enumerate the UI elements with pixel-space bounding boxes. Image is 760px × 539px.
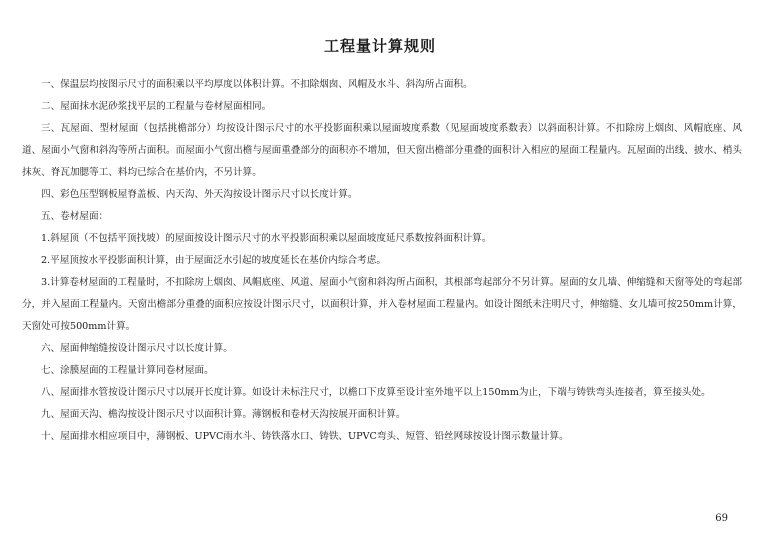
paragraph-2: 二、屋面抹水泥砂浆找平层的工程量与卷材屋面相同。	[41, 101, 272, 112]
paragraph-12: 九、屋面天沟、檐沟按设计图示尺寸以面积计算。薄钢板和卷材天沟按展开面积计算。	[41, 409, 406, 420]
paragraph-4: 四、彩色压型钢板屋脊盖板、内天沟、外天沟按设计图示尺寸以长度计算。	[41, 189, 358, 200]
paragraph-5: 五、卷材屋面：	[41, 211, 109, 222]
paragraph-3: 三、瓦屋面、型材屋面（包括挑檐部分）均按设计图示尺寸的水平投影面积乘以屋面坡度系数（见屋面坡度系数表）以斜面积计算。不扣除房上烟囱、风帽底座、风道、屋面小气窗和斜沟等所占面积。而屋面小气窗出檐与屋面重叠部分的面积亦不增加，但天窗出檐部分重叠的面积计入相应的屋面工程量内。瓦屋面的出线、披水、梢头抹灰、脊瓦加腮等工、料均已综合在基价内，不另计算。	[22, 123, 742, 178]
paragraph-7: 2.平屋顶按水平投影面积计算，由于屋面泛水引起的坡度延长在基价内综合考虑。	[41, 255, 386, 266]
paragraph-10: 七、涂膜屋面的工程量计算同卷材屋面。	[41, 365, 214, 376]
paragraph-13: 十、屋面排水相应项目中，薄钢板、UPVC雨水斗、铸铁落水口、铸铁、UPVC弯头、短管、铅丝网球按设计图示数量计算。	[41, 431, 569, 442]
paragraph-1: 一、保温层均按图示尺寸的面积乘以平均厚度以体积计算。不扣除烟囱、风帽及水斗、斜沟所占面积。	[41, 79, 473, 90]
body-text	[22, 74, 742, 448]
page-number: 69	[715, 513, 728, 524]
paragraph-11: 八、屋面排水管按设计图示尺寸以展开长度计算。如设计未标注尺寸，以檐口下皮算至设计室外地平以上150mm为止，下端与铸铁弯头连接者，算至接头处。	[41, 387, 711, 398]
paragraph-9: 六、屋面伸缩缝按设计图示尺寸以长度计算。	[41, 343, 233, 354]
paragraph-6: 1.斜屋顶（不包括平顶找坡）的屋面按设计图示尺寸的水平投影面积乘以屋面坡度延尺系数按斜面积计算。	[41, 233, 492, 244]
page-title: 工程量计算规则	[323, 37, 436, 55]
paragraph-8: 3.计算卷材屋面的工程量时，不扣除房上烟囱、风帽底座、风道、屋面小气窗和斜沟所占面积，其根部弯起部分不另计算。屋面的女儿墙、伸缩缝和天窗等处的弯起部分，并入屋面工程量内。天窗出檐部分重叠的面积应按设计图示尺寸，以面积计算，并入卷材屋面工程量内。如设计图纸未注明尺寸，伸缩缝、女儿墙可按250mm计算，天窗处可按500mm计算。	[22, 277, 742, 332]
